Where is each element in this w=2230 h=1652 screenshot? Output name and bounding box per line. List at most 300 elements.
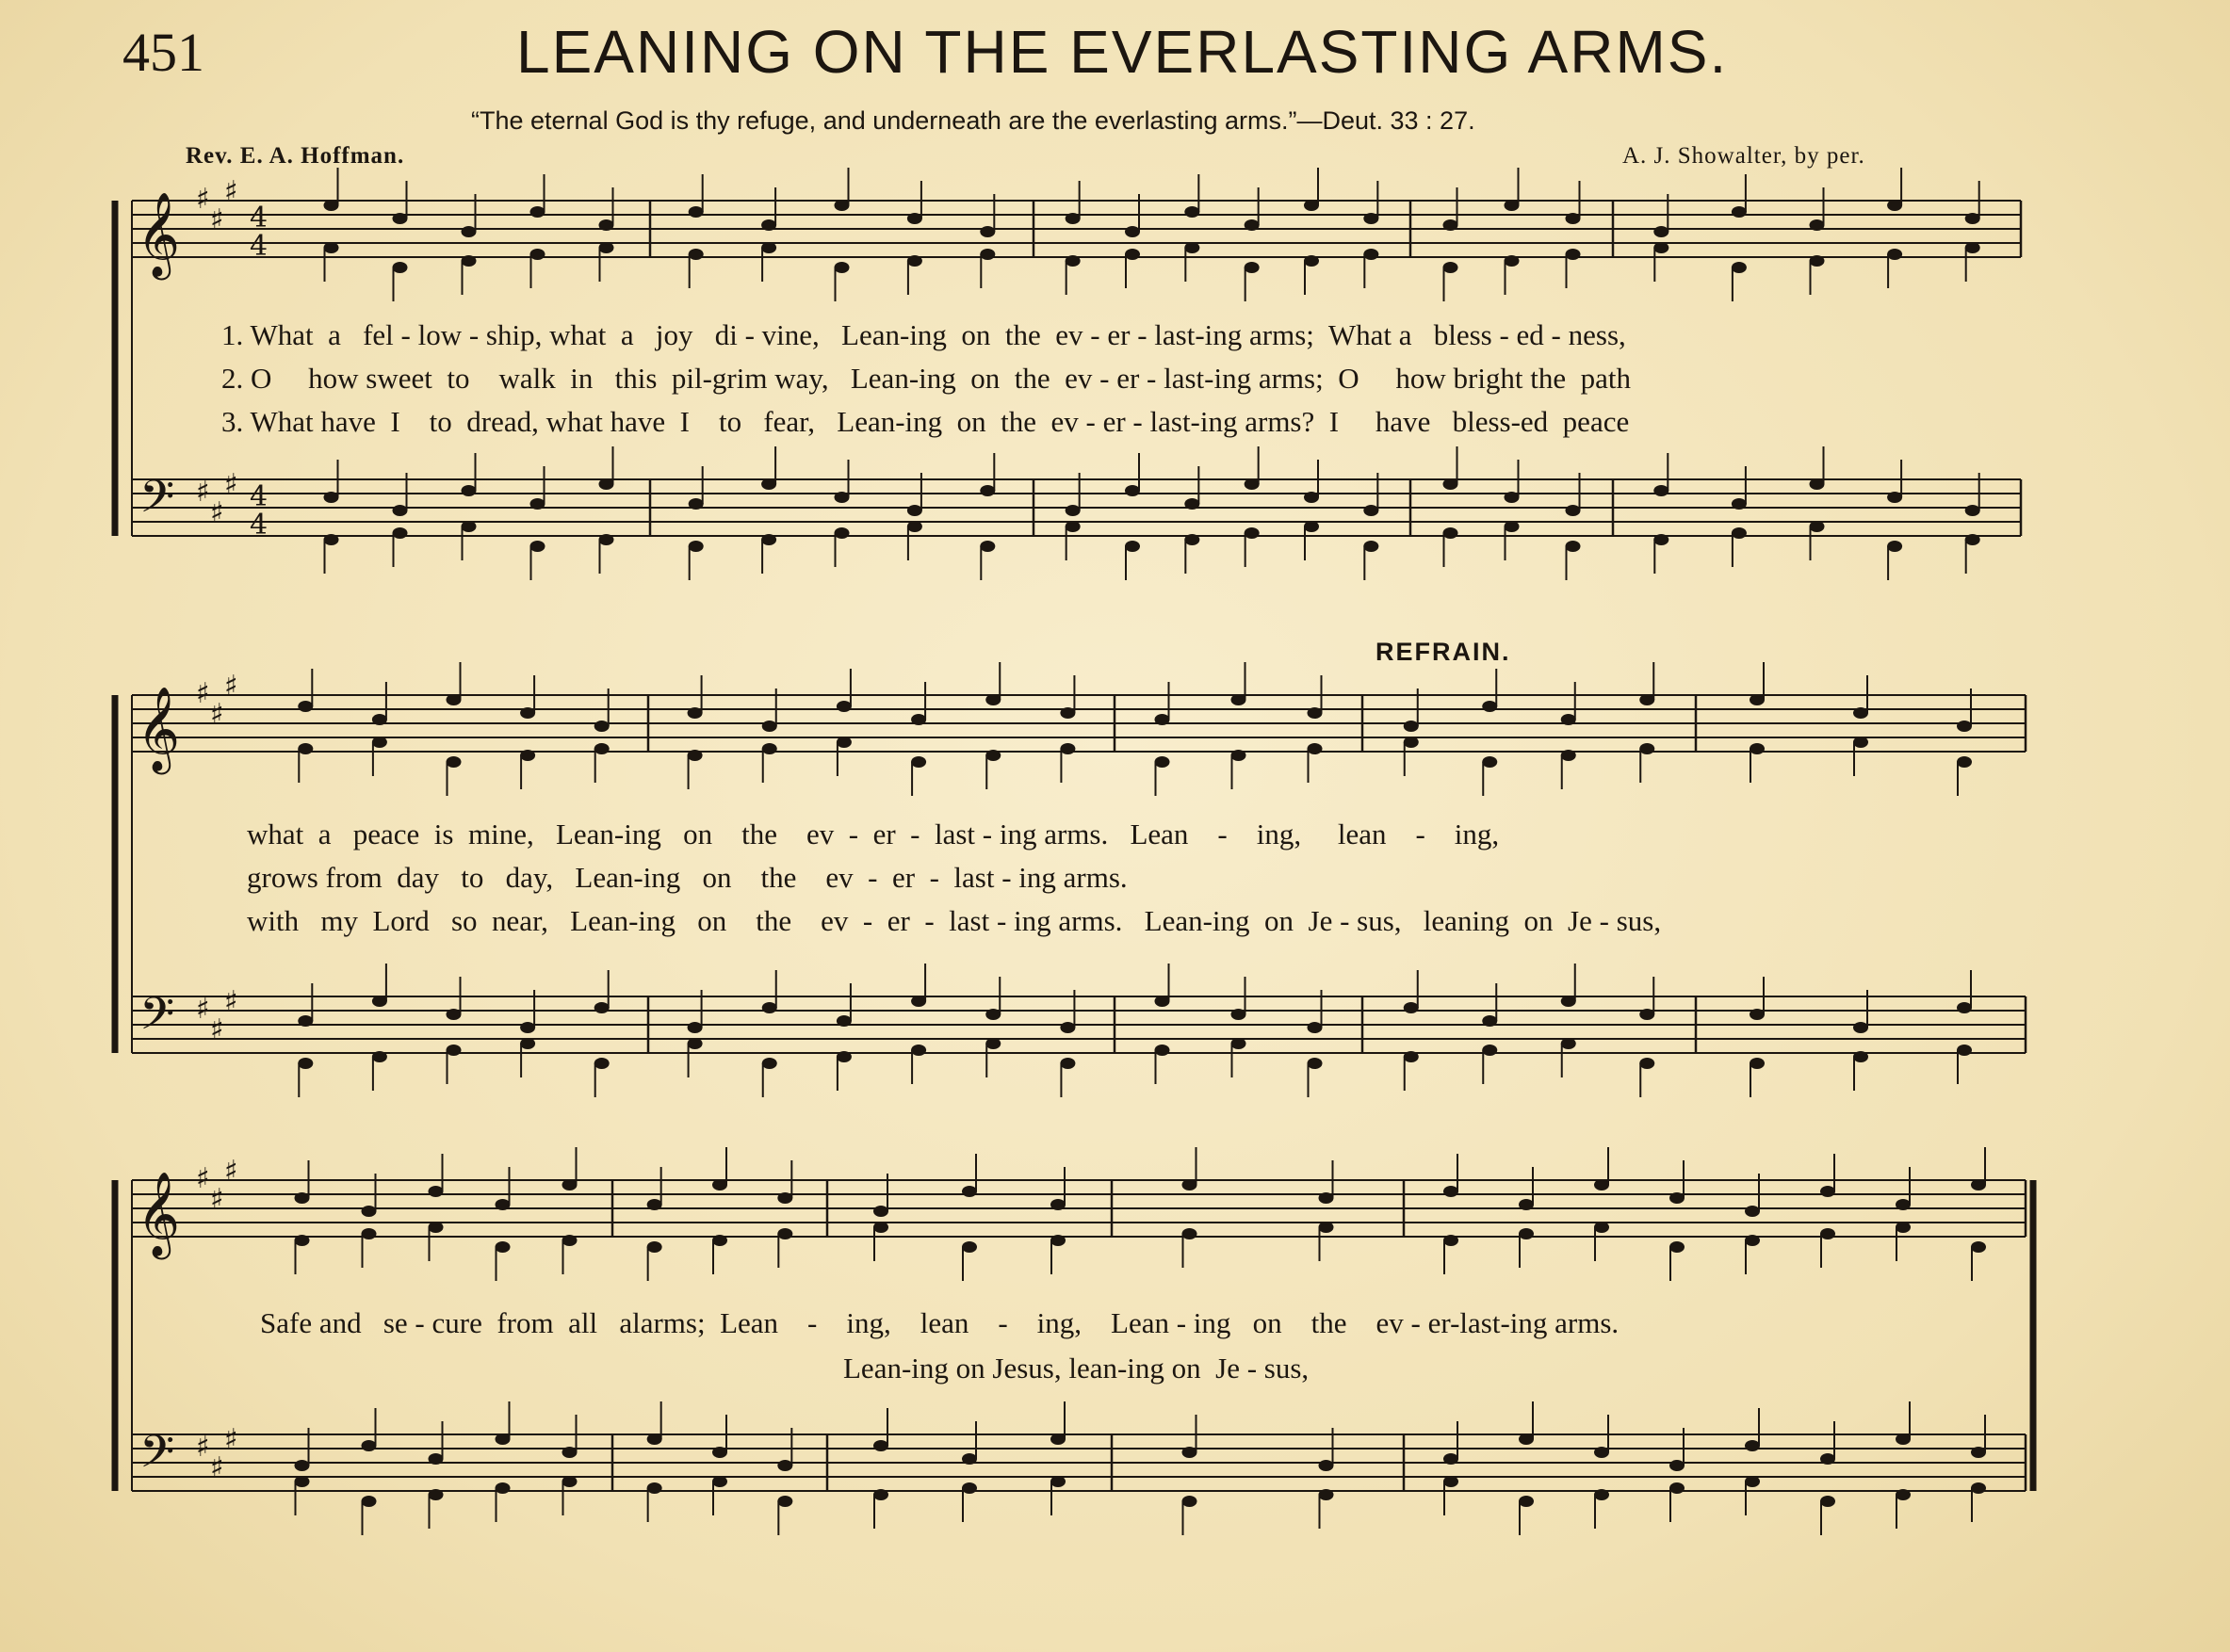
- sharp-icon: ♯: [224, 985, 238, 1018]
- time-signature: 4: [250, 202, 269, 235]
- note-head: [530, 498, 545, 510]
- note-head: [761, 534, 776, 545]
- note-head: [1971, 1179, 1986, 1190]
- note-head: [1066, 505, 1081, 516]
- treble-clef-icon: 𝄞: [137, 1172, 181, 1256]
- note-head: [1887, 541, 1902, 552]
- bass-clef-icon: 𝄢: [139, 987, 175, 1051]
- note-head: [599, 219, 614, 231]
- note-head: [1561, 750, 1576, 761]
- note-head: [295, 1476, 310, 1487]
- sharp-icon: ♯: [210, 496, 224, 529]
- note-head: [324, 242, 339, 253]
- note-head: [1155, 756, 1170, 768]
- note-head: [1519, 1228, 1534, 1239]
- note-head: [298, 1058, 313, 1069]
- note-head: [873, 1489, 888, 1500]
- note-head: [1125, 249, 1140, 260]
- note-head: [362, 1206, 377, 1217]
- sharp-icon: ♯: [210, 698, 224, 731]
- note-head: [594, 743, 610, 754]
- note-head: [1561, 714, 1576, 725]
- note-head: [712, 1179, 727, 1190]
- note-head: [562, 1447, 578, 1458]
- note-head: [777, 1192, 792, 1204]
- note-head: [1639, 694, 1654, 705]
- note-head: [762, 1002, 777, 1013]
- note-head: [496, 1199, 511, 1210]
- sharp-icon: ♯: [224, 670, 238, 703]
- note-head: [429, 1186, 444, 1197]
- note-head: [907, 255, 922, 267]
- note-head: [777, 1496, 792, 1507]
- note-head: [1965, 505, 1980, 516]
- note-head: [1443, 527, 1458, 539]
- note-head: [520, 707, 535, 719]
- note-head: [985, 750, 1001, 761]
- note-head: [1155, 1045, 1170, 1056]
- note-head: [688, 1038, 703, 1049]
- sharp-icon: ♯: [224, 468, 238, 501]
- note-head: [837, 1051, 852, 1062]
- note-head: [1060, 743, 1075, 754]
- note-head: [372, 996, 387, 1007]
- time-signature: 4: [250, 230, 269, 263]
- note-head: [1363, 505, 1378, 516]
- bass-clef-icon: 𝄢: [139, 1425, 175, 1489]
- note-head: [1319, 1460, 1334, 1471]
- sharp-icon: ♯: [224, 1155, 238, 1188]
- note-head: [1820, 1186, 1835, 1197]
- note-head: [777, 1460, 792, 1471]
- note-head: [447, 694, 462, 705]
- note-head: [1231, 750, 1246, 761]
- note-head: [372, 714, 387, 725]
- sharp-icon: ♯: [210, 1183, 224, 1216]
- sharp-icon: ♯: [196, 677, 210, 710]
- verse-2-line-1: 2. O how sweet to walk in this pil-grim way, Lean-ing on the ev - er - last-ing arms; O how bright the path: [221, 362, 1632, 395]
- note-head: [1669, 1482, 1685, 1494]
- note-head: [1443, 1186, 1458, 1197]
- note-head: [1304, 492, 1319, 503]
- note-head: [1050, 1476, 1066, 1487]
- verse-1-line-1: 1. What a fel - low - ship, what a joy di - vine, Lean-ing on the ev - er - last-ing arms; What a bless - ed - ness,: [221, 318, 1626, 351]
- note-head: [1750, 694, 1765, 705]
- note-head: [777, 1228, 792, 1239]
- sharp-icon: ♯: [210, 1451, 224, 1484]
- note-head: [962, 1186, 977, 1197]
- note-head: [1957, 721, 1972, 732]
- note-head: [1561, 1038, 1576, 1049]
- note-head: [1231, 1038, 1246, 1049]
- note-head: [1060, 707, 1075, 719]
- note-head: [1363, 213, 1378, 224]
- note-head: [562, 1179, 578, 1190]
- note-head: [1810, 255, 1825, 267]
- note-head: [1304, 200, 1319, 211]
- note-head: [324, 492, 339, 503]
- note-head: [372, 737, 387, 748]
- note-head: [1182, 1179, 1197, 1190]
- note-head: [1304, 521, 1319, 532]
- note-head: [1182, 1496, 1197, 1507]
- note-head: [1971, 1482, 1986, 1494]
- note-head: [1669, 1460, 1685, 1471]
- note-head: [1853, 1051, 1868, 1062]
- note-head: [712, 1235, 727, 1246]
- sharp-icon: ♯: [196, 1431, 210, 1464]
- note-head: [907, 521, 922, 532]
- note-head: [689, 249, 704, 260]
- note-head: [907, 505, 922, 516]
- note-head: [362, 1228, 377, 1239]
- note-head: [496, 1482, 511, 1494]
- note-head: [980, 226, 995, 237]
- refrain-line-1: Safe and se - cure from all alarms; Lean - ing, lean - ing, Lean - ing on the ev - er-last-ing arms.: [260, 1306, 1620, 1339]
- note-head: [873, 1222, 888, 1233]
- note-head: [1745, 1235, 1760, 1246]
- note-head: [1810, 478, 1825, 490]
- note-head: [1404, 1002, 1419, 1013]
- note-head: [429, 1222, 444, 1233]
- note-head: [1443, 1453, 1458, 1465]
- note-head: [1184, 498, 1199, 510]
- note-head: [647, 1241, 662, 1253]
- note-head: [1519, 1496, 1534, 1507]
- bass-clef-icon: 𝄢: [139, 470, 175, 534]
- note-head: [496, 1241, 511, 1253]
- note-head: [393, 262, 408, 273]
- note-head: [911, 996, 926, 1007]
- note-head: [712, 1476, 727, 1487]
- note-head: [1519, 1199, 1534, 1210]
- note-head: [1639, 1009, 1654, 1020]
- note-head: [835, 262, 850, 273]
- note-head: [393, 213, 408, 224]
- sharp-icon: ♯: [196, 1162, 210, 1195]
- note-head: [1125, 485, 1140, 496]
- note-head: [1653, 242, 1668, 253]
- note-head: [712, 1447, 727, 1458]
- note-head: [1184, 242, 1199, 253]
- note-head: [647, 1199, 662, 1210]
- note-head: [1308, 743, 1323, 754]
- note-head: [530, 249, 545, 260]
- note-head: [599, 478, 614, 490]
- note-head: [1404, 721, 1419, 732]
- note-head: [562, 1235, 578, 1246]
- note-head: [689, 498, 704, 510]
- lyricist-credit: Rev. E. A. Hoffman.: [186, 143, 405, 169]
- note-head: [1639, 1058, 1654, 1069]
- note-head: [1308, 707, 1323, 719]
- note-head: [761, 219, 776, 231]
- note-head: [1820, 1496, 1835, 1507]
- note-head: [1853, 737, 1868, 748]
- verse-2-line-2: grows from day to day, Lean-ing on the ev - er - last - ing arms.: [247, 861, 1128, 894]
- note-head: [689, 206, 704, 218]
- note-head: [1896, 1489, 1911, 1500]
- note-head: [429, 1489, 444, 1500]
- note-head: [462, 226, 477, 237]
- note-head: [594, 1002, 610, 1013]
- note-head: [1810, 521, 1825, 532]
- note-head: [1653, 534, 1668, 545]
- hymn-title: LEANING ON THE EVERLASTING ARMS.: [516, 18, 1729, 86]
- note-head: [1957, 1002, 1972, 1013]
- sharp-icon: ♯: [196, 476, 210, 509]
- note-head: [1957, 1045, 1972, 1056]
- refrain-label: REFRAIN.: [1375, 638, 1511, 666]
- note-head: [1404, 1051, 1419, 1062]
- note-head: [689, 541, 704, 552]
- note-head: [1653, 485, 1668, 496]
- note-head: [1820, 1228, 1835, 1239]
- note-head: [520, 1022, 535, 1033]
- note-head: [1482, 701, 1497, 712]
- note-head: [1319, 1489, 1334, 1500]
- note-head: [1810, 219, 1825, 231]
- note-head: [362, 1440, 377, 1451]
- note-head: [1896, 1433, 1911, 1445]
- note-head: [530, 541, 545, 552]
- note-head: [1594, 1179, 1609, 1190]
- note-head: [1182, 1447, 1197, 1458]
- note-head: [1363, 249, 1378, 260]
- note-head: [1732, 498, 1747, 510]
- note-head: [835, 200, 850, 211]
- note-head: [1887, 200, 1902, 211]
- treble-clef-icon: 𝄞: [137, 192, 181, 277]
- note-head: [873, 1206, 888, 1217]
- note-head: [1245, 262, 1260, 273]
- note-head: [980, 541, 995, 552]
- note-head: [688, 707, 703, 719]
- note-head: [1853, 707, 1868, 719]
- note-head: [1182, 1228, 1197, 1239]
- note-head: [1957, 756, 1972, 768]
- note-head: [688, 750, 703, 761]
- note-head: [907, 213, 922, 224]
- note-head: [520, 750, 535, 761]
- note-head: [761, 242, 776, 253]
- note-head: [447, 1045, 462, 1056]
- note-head: [1965, 213, 1980, 224]
- sharp-icon: ♯: [224, 1423, 238, 1456]
- note-head: [324, 200, 339, 211]
- note-head: [1363, 541, 1378, 552]
- note-head: [462, 485, 477, 496]
- note-head: [1155, 714, 1170, 725]
- note-head: [762, 1058, 777, 1069]
- note-head: [496, 1433, 511, 1445]
- note-head: [1887, 492, 1902, 503]
- note-head: [1231, 1009, 1246, 1020]
- note-head: [1965, 242, 1980, 253]
- note-head: [1561, 996, 1576, 1007]
- note-head: [393, 505, 408, 516]
- note-head: [762, 721, 777, 732]
- note-head: [1050, 1199, 1066, 1210]
- time-signature: 4: [250, 480, 269, 513]
- note-head: [1066, 255, 1081, 267]
- note-head: [295, 1460, 310, 1471]
- note-head: [1732, 262, 1747, 273]
- note-head: [295, 1235, 310, 1246]
- note-head: [1319, 1222, 1334, 1233]
- note-head: [1319, 1192, 1334, 1204]
- note-head: [1482, 1015, 1497, 1027]
- note-head: [1732, 206, 1747, 218]
- time-signature: 4: [250, 509, 269, 542]
- note-head: [1896, 1222, 1911, 1233]
- note-head: [761, 478, 776, 490]
- note-head: [1125, 541, 1140, 552]
- note-head: [1669, 1241, 1685, 1253]
- note-head: [530, 206, 545, 218]
- sharp-icon: ♯: [224, 175, 238, 208]
- note-head: [1125, 226, 1140, 237]
- note-head: [362, 1496, 377, 1507]
- note-head: [599, 534, 614, 545]
- note-head: [962, 1241, 977, 1253]
- hymn-number: 451: [122, 22, 204, 83]
- note-head: [1745, 1206, 1760, 1217]
- note-head: [762, 743, 777, 754]
- note-head: [1519, 1433, 1534, 1445]
- note-head: [1896, 1199, 1911, 1210]
- note-head: [1505, 255, 1520, 267]
- note-head: [1184, 534, 1199, 545]
- note-head: [594, 1058, 610, 1069]
- note-head: [985, 694, 1001, 705]
- note-head: [1853, 1022, 1868, 1033]
- note-head: [1750, 1009, 1765, 1020]
- note-head: [324, 534, 339, 545]
- note-head: [372, 1051, 387, 1062]
- note-head: [1750, 1058, 1765, 1069]
- note-head: [462, 521, 477, 532]
- note-head: [1653, 226, 1668, 237]
- verse-3-line-1: 3. What have I to dread, what have I to fear, Lean-ing on the ev - er - last-ing arms? I have bless-ed peace: [221, 405, 1630, 438]
- note-head: [985, 1038, 1001, 1049]
- note-head: [1594, 1489, 1609, 1500]
- note-head: [1820, 1453, 1835, 1465]
- note-head: [1505, 200, 1520, 211]
- note-head: [599, 242, 614, 253]
- scripture-epigraph: “The eternal God is thy refuge, and underneath are the everlasting arms.”—Deut. 33 : 27.: [471, 106, 1475, 135]
- note-head: [1482, 1045, 1497, 1056]
- note-head: [835, 527, 850, 539]
- note-head: [1443, 478, 1458, 490]
- note-head: [1566, 505, 1581, 516]
- note-head: [1304, 255, 1319, 267]
- note-head: [447, 1009, 462, 1020]
- note-head: [1308, 1058, 1323, 1069]
- note-head: [1639, 743, 1654, 754]
- sharp-icon: ♯: [210, 1013, 224, 1046]
- note-head: [1887, 249, 1902, 260]
- note-head: [1060, 1058, 1075, 1069]
- note-head: [1443, 1476, 1458, 1487]
- note-head: [1245, 219, 1260, 231]
- note-head: [1050, 1433, 1066, 1445]
- note-head: [1566, 213, 1581, 224]
- note-head: [1184, 206, 1199, 218]
- note-head: [837, 1015, 852, 1027]
- note-head: [1505, 492, 1520, 503]
- note-head: [1245, 527, 1260, 539]
- note-head: [1443, 262, 1458, 273]
- note-head: [298, 743, 313, 754]
- note-head: [429, 1453, 444, 1465]
- note-head: [1594, 1222, 1609, 1233]
- note-head: [520, 1038, 535, 1049]
- note-head: [911, 1045, 926, 1056]
- note-head: [1505, 521, 1520, 532]
- note-head: [1971, 1241, 1986, 1253]
- note-head: [1050, 1235, 1066, 1246]
- note-head: [1566, 541, 1581, 552]
- note-head: [562, 1476, 578, 1487]
- note-head: [1971, 1447, 1986, 1458]
- note-head: [1245, 478, 1260, 490]
- sharp-icon: ♯: [210, 203, 224, 236]
- note-head: [1745, 1476, 1760, 1487]
- note-head: [393, 527, 408, 539]
- note-head: [1231, 694, 1246, 705]
- note-head: [1060, 1022, 1075, 1033]
- note-head: [647, 1433, 662, 1445]
- note-head: [980, 485, 995, 496]
- note-head: [835, 492, 850, 503]
- note-head: [1066, 213, 1081, 224]
- note-head: [837, 701, 852, 712]
- note-head: [1669, 1192, 1685, 1204]
- note-head: [1066, 521, 1081, 532]
- note-head: [447, 756, 462, 768]
- note-head: [962, 1482, 977, 1494]
- note-head: [688, 1022, 703, 1033]
- note-head: [911, 714, 926, 725]
- note-head: [1594, 1447, 1609, 1458]
- note-head: [1155, 996, 1170, 1007]
- note-head: [1566, 249, 1581, 260]
- sharp-icon: ♯: [196, 183, 210, 216]
- note-head: [1745, 1440, 1760, 1451]
- note-head: [295, 1192, 310, 1204]
- treble-clef-icon: 𝄞: [137, 687, 181, 771]
- note-head: [980, 249, 995, 260]
- note-head: [298, 701, 313, 712]
- note-head: [962, 1453, 977, 1465]
- verse-3-line-2: with my Lord so near, Lean-ing on the ev - er - last - ing arms. Lean-ing on Je - sus, leaning on Je - sus,: [247, 904, 1662, 937]
- note-head: [1965, 534, 1980, 545]
- note-head: [462, 255, 477, 267]
- note-head: [647, 1482, 662, 1494]
- note-head: [985, 1009, 1001, 1020]
- note-head: [1750, 743, 1765, 754]
- composer-credit: A. J. Showalter, by per.: [1622, 143, 1865, 169]
- note-head: [1732, 527, 1747, 539]
- note-head: [1482, 756, 1497, 768]
- sharp-icon: ♯: [196, 993, 210, 1026]
- refrain-line-2: Lean-ing on Jesus, lean-ing on Je - sus,: [843, 1352, 1310, 1385]
- note-head: [911, 756, 926, 768]
- note-head: [1443, 219, 1458, 231]
- note-head: [873, 1440, 888, 1451]
- verse-1-line-2: what a peace is mine, Lean-ing on the ev - er - last - ing arms. Lean - ing, lean - ing,: [247, 818, 1500, 850]
